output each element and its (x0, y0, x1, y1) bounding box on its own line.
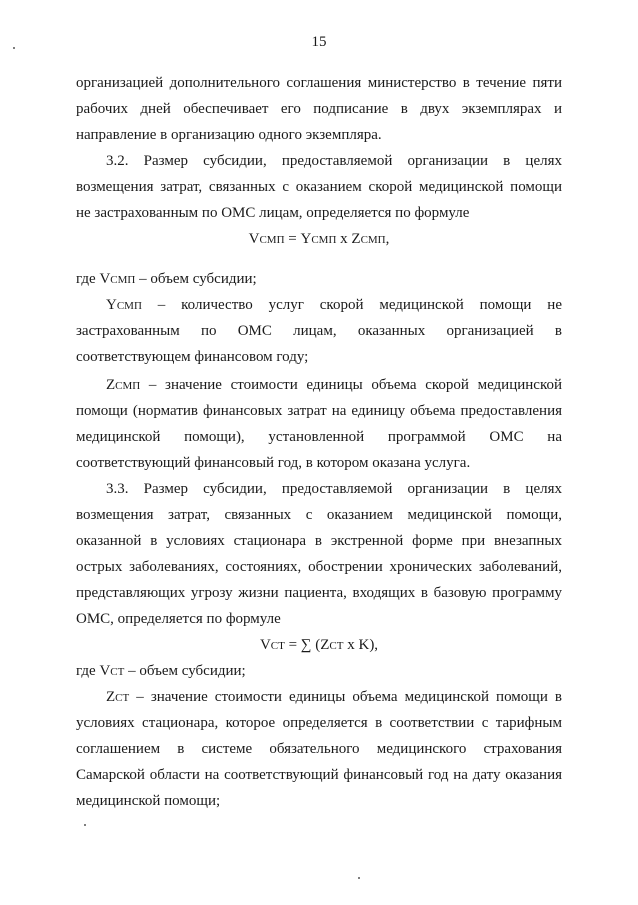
definition-z-st: ZСТ – значение стоимости единицы объема медицинской помощи в (106, 689, 562, 705)
scan-speck (358, 877, 360, 879)
text-line: оказанной в условиях стационара в экстренной форме при внезапных (76, 533, 562, 549)
paragraph-3-2-start: 3.2. Размер субсидии, предоставляемой организации в целях (106, 153, 562, 169)
definition-v-smp: где VСМП – объем субсидии; (76, 271, 257, 287)
text-line: соответствующем финансовом году; (76, 349, 309, 365)
text-line: соглашением в системе обязательного медицинского страхования (76, 741, 562, 757)
text-line: возмещения затрат, связанных с оказанием скорой медицинской помощи (76, 179, 562, 195)
definition-z-smp: ZСМП – значение стоимости единицы объема скорой медицинской (106, 377, 562, 393)
text-line: соответствующий финансовый год, в котором оказана услуга. (76, 455, 471, 471)
text-line: медицинской помощи; (76, 793, 221, 809)
formula-smp: VСМП = YСМП x ZСМП, (248, 231, 390, 247)
text-line: ОМС, определяется по формуле (76, 611, 281, 627)
scan-speck (13, 47, 15, 49)
text-line: направление в организацию одного экземпляра. (76, 127, 382, 143)
definition-v-st: где VСТ – объем субсидии; (76, 663, 246, 679)
page-number: 15 (311, 34, 327, 50)
text-line: рабочих дней обеспечивает его подписание в двух экземплярах и (76, 101, 562, 117)
text-line: медицинской помощи), установленной программой ОМС на (76, 429, 562, 445)
text-line: острых заболеваниях, состояниях, обострении хронических заболеваний, (76, 559, 562, 575)
scan-speck (84, 824, 86, 826)
formula-st: VСТ = ∑ (ZСТ x K), (259, 637, 379, 653)
paragraph-3-3-start: 3.3. Размер субсидии, предоставляемой организации в целях (106, 481, 562, 497)
text-line: возмещения затрат, связанных с оказанием медицинской помощи, (76, 507, 562, 523)
text-line: условиях стационара, которое определяется в соответствии с тарифным (76, 715, 562, 731)
definition-y-smp: YСМП – количество услуг скорой медицинской помощи не (106, 297, 562, 313)
text-line: не застрахованным по ОМС лицам, определяется по формуле (76, 205, 470, 221)
text-line: организацией дополнительного соглашения министерство в течение пяти (76, 75, 562, 91)
text-line: представляющих угрозу жизни пациента, входящих в базовую программу (76, 585, 562, 601)
text-line: застрахованным по ОМС лицам, оказанных организацией в (76, 323, 562, 339)
text-line: помощи (норматив финансовых затрат на единицу объема предоставления (76, 403, 562, 419)
text-line: Самарской области на соответствующий финансовый год на дату оказания (76, 767, 562, 783)
